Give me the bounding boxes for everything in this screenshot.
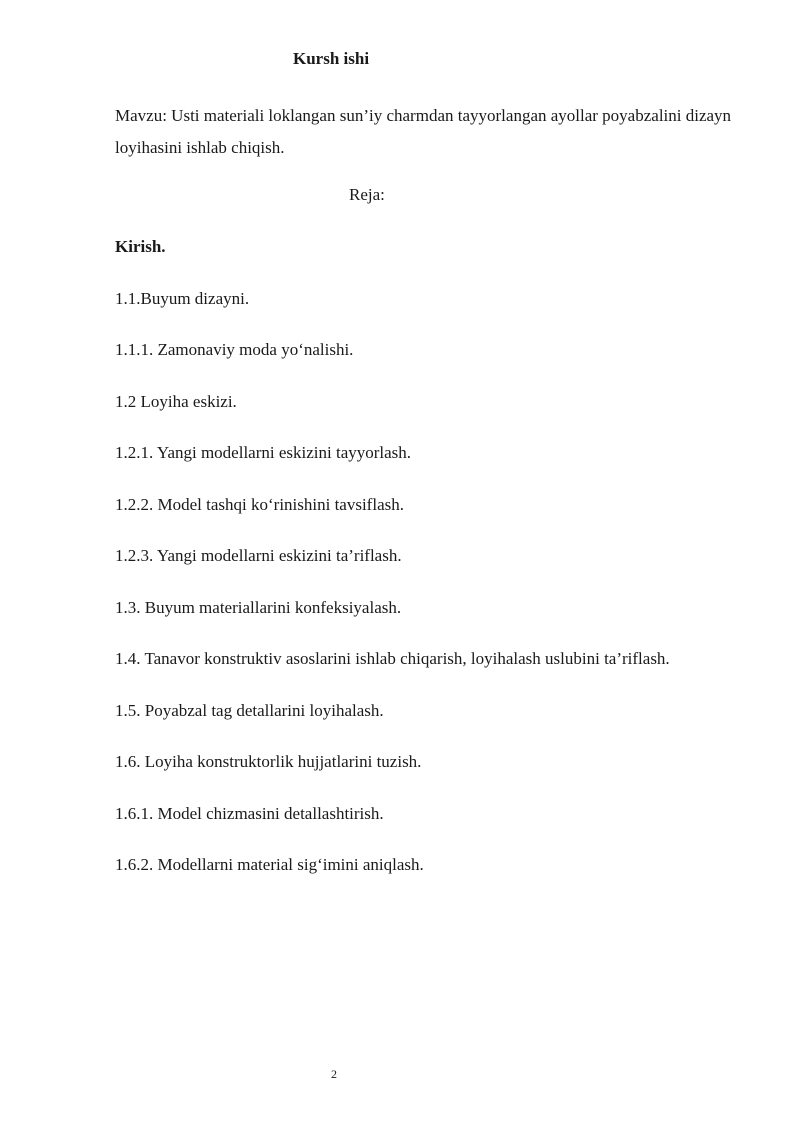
toc-item: 1.1.1. Zamonaviy moda yo‘nalishi. [115,340,354,359]
toc-item: 1.2 Loyiha eskizi. [115,391,237,411]
toc-item: 1.2.2. Model tashqi ko‘rinishini tavsiflash. [115,494,404,514]
toc-item: 1.6.1. Model chizmasini detallashtirish. [115,803,384,823]
toc-item: 1.5. Poyabzal tag detallarini loyihalash. [115,700,384,720]
page-number: 2 [331,1067,337,1081]
toc-item: 1.1.Buyum dizayni. [115,288,250,308]
toc-item: 1.6.2. Modellarni material sig‘imini aniqlash. [115,855,424,874]
toc-item: 1.4. Tanavor konstruktiv asoslarini ishlab chiqarish, loyihalash uslubini ta’riflash. [115,649,670,668]
plan-heading: Reja: [349,185,385,204]
table-of-contents [115,236,670,906]
toc-item: 1.6. Loyiha konstruktorlik hujjatlarini tuzish. [115,752,422,771]
toc-item: 1.3. Buyum materiallarini konfeksiyalash. [115,597,402,617]
document-title: Kursh ishi [293,49,370,68]
toc-item: 1.2.1. Yangi modellarni eskizini tayyorlash. [115,443,412,462]
toc-item: 1.2.3. Yangi modellarni eskizini ta’riflash. [115,546,402,565]
toc-item-introduction: Kirish. [115,237,166,256]
document-topic: Mavzu: Usti materiali loklangan sun’iy charmdan tayyorlangan ayollar poyabzalini dizayn loyihasini ishlab chiqish. [115,106,732,157]
